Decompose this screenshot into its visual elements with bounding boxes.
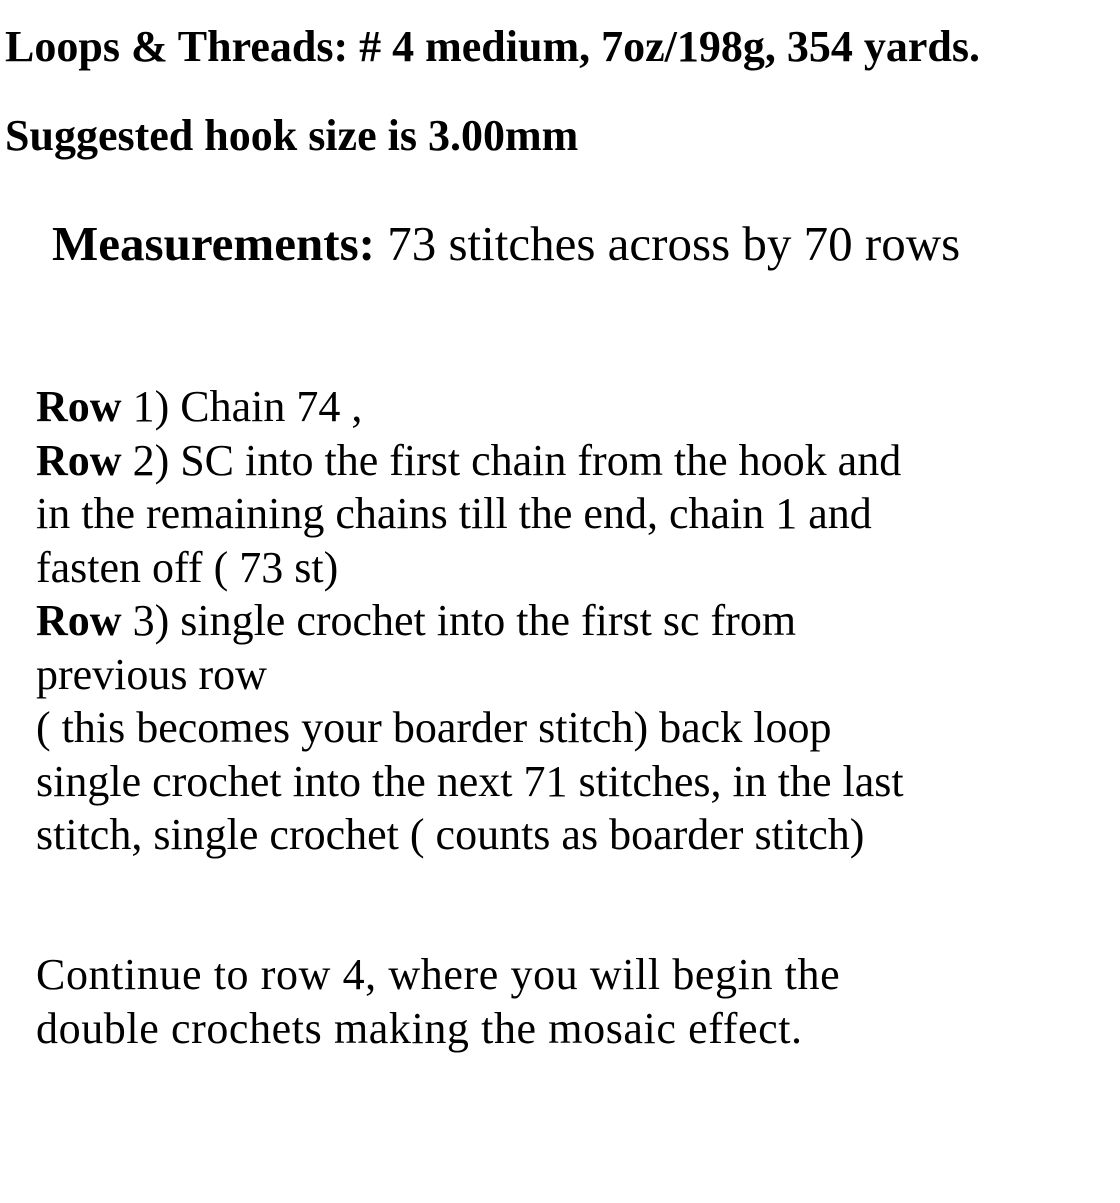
measurements-value: 73 stitches across by 70 rows xyxy=(374,216,961,271)
row-label: Row xyxy=(36,382,122,431)
row-text: 3) single crochet into the first sc from xyxy=(121,596,797,645)
row-text: previous row xyxy=(36,649,267,699)
row-label: Row xyxy=(36,596,122,645)
row-2-instruction xyxy=(36,434,1096,595)
measurements xyxy=(52,212,960,276)
yarn-info: Loops & Threads: # 4 medium, 7oz/198g, 354 yards. xyxy=(5,22,981,71)
continue-text: Continue to row 4, where you will begin the xyxy=(36,950,841,999)
row-text: 2) SC into the first chain from the hook and xyxy=(121,435,902,485)
continue-note xyxy=(36,948,1096,1055)
row-3-instruction xyxy=(36,594,1096,862)
measurements-label: Measurements: xyxy=(52,216,375,271)
row-text: in the remaining chains till the end, chain 1 and xyxy=(36,489,872,538)
continue-text: double crochets making the mosaic effect. xyxy=(36,1003,803,1053)
hook-size: Suggested hook size is 3.00mm xyxy=(5,111,579,160)
row-text: 1) Chain 74 , xyxy=(121,382,363,431)
row-1-instruction xyxy=(36,380,1096,434)
row-label: Row xyxy=(36,435,122,485)
row-text: stitch, single crochet ( counts as boarder stitch) xyxy=(36,810,865,859)
row-text: ( this becomes your boarder stitch) back loop xyxy=(36,703,832,752)
row-text: fasten off ( 73 st) xyxy=(36,542,339,592)
row-instructions xyxy=(36,380,1096,862)
row-text: single crochet into the next 71 stitches, in the last xyxy=(36,756,904,806)
